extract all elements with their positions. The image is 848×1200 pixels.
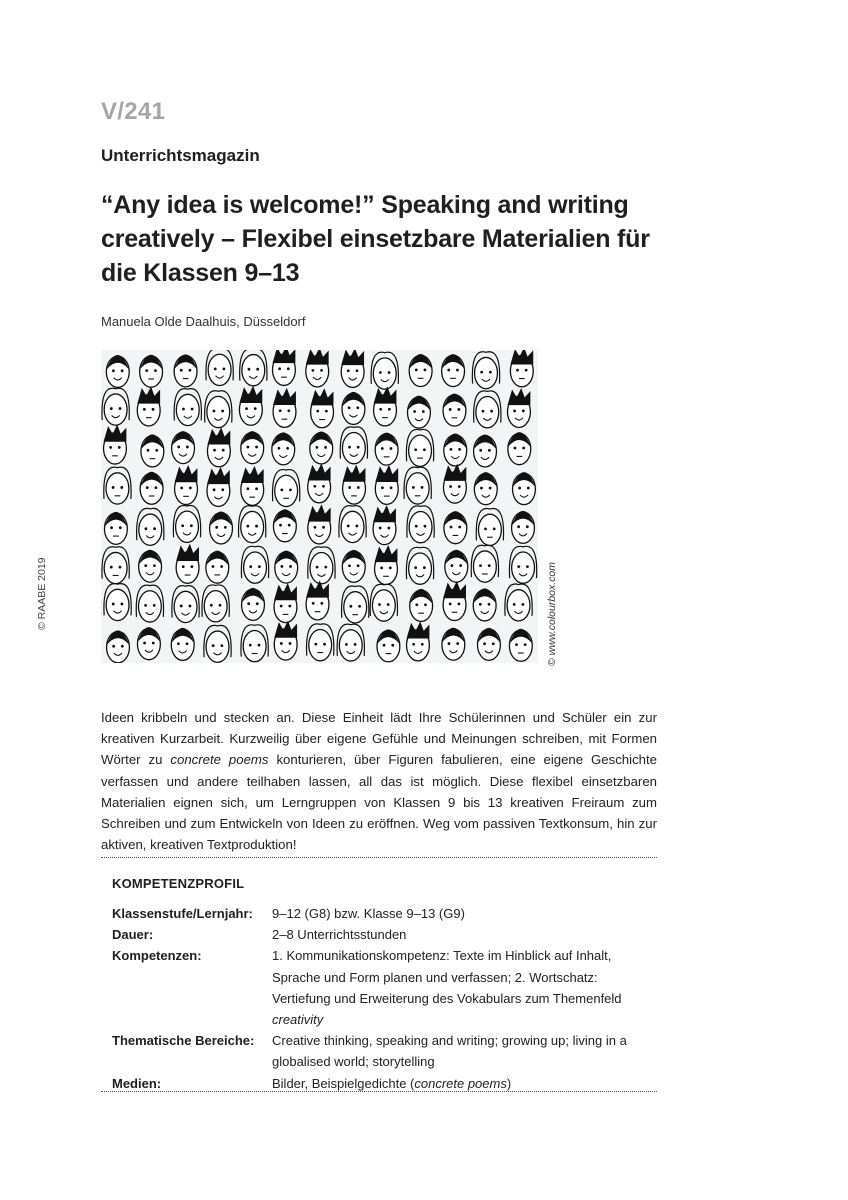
doodle-face bbox=[409, 354, 432, 387]
doodle-face bbox=[206, 350, 233, 386]
profile-value: Bilder, Beispielgedichte (concrete poems) bbox=[272, 1075, 512, 1091]
doodle-face bbox=[509, 546, 536, 583]
doodle-face bbox=[210, 511, 233, 544]
doodle-face bbox=[175, 465, 198, 505]
doodle-face bbox=[371, 352, 398, 389]
profile-label: Klassenstufe/Lernjahr: bbox=[112, 906, 253, 921]
doodle-face bbox=[207, 427, 230, 467]
doodle-face bbox=[443, 394, 466, 427]
doodle-face bbox=[508, 432, 531, 465]
doodle-face bbox=[513, 472, 536, 505]
doodle-face bbox=[377, 629, 400, 662]
doodle-face bbox=[207, 467, 230, 507]
doodle-face bbox=[509, 629, 532, 662]
doodle-face bbox=[472, 352, 499, 389]
doodle-face bbox=[310, 431, 333, 464]
doodle-face bbox=[242, 588, 265, 621]
doodle-face bbox=[274, 621, 297, 661]
doodle-face bbox=[444, 434, 467, 467]
doodle-face bbox=[172, 431, 195, 464]
doodle-face bbox=[106, 355, 129, 388]
profile-row bbox=[112, 945, 657, 1030]
doodle-face bbox=[239, 386, 262, 426]
doodle-face bbox=[308, 504, 331, 544]
doodle-face bbox=[172, 586, 199, 623]
doodle-face bbox=[308, 463, 331, 503]
doodle-face bbox=[375, 545, 398, 585]
doodle-face bbox=[406, 547, 433, 584]
doodle-face bbox=[140, 355, 163, 388]
doodle-face bbox=[474, 472, 497, 505]
doodle-face bbox=[505, 584, 532, 621]
doodle-face bbox=[308, 547, 335, 584]
doodle-face bbox=[241, 625, 268, 662]
doodle-face bbox=[171, 628, 194, 661]
profile-value: 1. Kommunikationskompetenz: Texte im Hinblick auf Inhalt, Sprache und Form planen und verfassen; 2. Wortschatz: Vertiefung und Erweiterung des Vokabulars zum Themenfeld creativity bbox=[272, 948, 622, 1028]
doodle-face bbox=[174, 354, 197, 387]
doodle-face bbox=[241, 546, 268, 583]
doodle-face bbox=[306, 350, 329, 387]
doodle-face bbox=[443, 581, 466, 621]
doodle-face bbox=[407, 506, 434, 543]
profile-label: Dauer: bbox=[112, 927, 154, 943]
profile-value: 2–8 Unterrichtsstunden bbox=[272, 927, 407, 943]
doodle-face bbox=[410, 589, 433, 622]
competency-profile-table bbox=[112, 903, 657, 1094]
doodle-face bbox=[373, 505, 396, 545]
author-line: Manuela Olde Daalhuis, Düsseldorf bbox=[101, 314, 306, 329]
doodle-face bbox=[339, 506, 366, 543]
doodle-face bbox=[273, 350, 296, 385]
doodle-face bbox=[272, 470, 299, 507]
doodle-face bbox=[275, 551, 298, 584]
profile-row bbox=[112, 924, 657, 945]
doodle-face bbox=[375, 465, 398, 505]
doodle-face bbox=[136, 585, 163, 622]
doodle-face bbox=[205, 391, 232, 428]
doodle-face bbox=[342, 586, 369, 623]
doodle-face bbox=[241, 466, 264, 506]
doodle-face bbox=[241, 431, 264, 464]
profile-label: Kompetenzen: bbox=[112, 948, 202, 964]
doodle-face bbox=[443, 464, 466, 504]
doodle-face bbox=[508, 388, 531, 428]
doodle-face bbox=[476, 509, 503, 546]
doodle-face bbox=[274, 583, 297, 623]
doodle-face bbox=[444, 511, 467, 544]
doodle-face bbox=[342, 550, 365, 583]
doodle-face bbox=[139, 550, 162, 583]
doodle-face bbox=[477, 628, 500, 661]
doodle-face bbox=[512, 511, 535, 544]
doodle-face bbox=[340, 427, 367, 464]
divider-top bbox=[101, 857, 657, 858]
profile-value: Creative thinking, speaking and writing; growing up; living in a globalised world; storytelling bbox=[272, 1033, 627, 1070]
doodle-face bbox=[137, 508, 164, 545]
doodle-face bbox=[137, 386, 160, 426]
magazine-label: Unterrichtsmagazin bbox=[101, 146, 260, 165]
doodle-face bbox=[311, 388, 334, 428]
doodle-face bbox=[104, 467, 131, 504]
profile-heading: KOMPETENZPROFIL bbox=[112, 876, 245, 891]
doodle-face bbox=[406, 429, 433, 466]
profile-value: 9–12 (G8) bzw. Klasse 9–13 (G9) bbox=[272, 906, 465, 921]
doodle-face bbox=[375, 433, 398, 466]
doodle-face bbox=[141, 434, 164, 467]
doodle-face bbox=[473, 588, 496, 621]
doodle-face bbox=[104, 512, 127, 545]
doodle-face bbox=[137, 627, 160, 660]
doodle-face bbox=[474, 391, 501, 428]
doodle-face bbox=[408, 396, 431, 429]
doodle-face bbox=[370, 584, 397, 621]
doodle-face bbox=[445, 550, 468, 583]
doodle-face bbox=[273, 509, 296, 542]
intro-paragraph: Ideen kribbeln und stecken an. Diese Einheit lädt Ihre Schülerinnen und Schüler ein zur kreativen Kurzarbeit. Kurzweilig über eigene Gefühle und Meinungen schreiben, mit Formen Wörter zu concrete poems konturieren, über Figuren fabulieren, eine eigene Geschichte verfassen und andere teilhaben lassen, all das ist möglich. Diese flexibel einsetzbaren Materialien eignen sich, um Lerngruppen von Klassen 9 bis 13 kreativen Freiraum zum Schreiben und zum Entwickeln von Ideen zu eröffnen. Weg vom passiven Textkonsum, hin zur aktiven, kreativen Textproduktion! bbox=[101, 710, 658, 853]
doodle-face bbox=[272, 432, 295, 465]
doodle-face bbox=[374, 386, 397, 426]
doodle-face bbox=[343, 465, 366, 505]
doodle-face bbox=[104, 425, 127, 465]
doodle-face bbox=[341, 350, 364, 387]
doodle-face bbox=[342, 392, 365, 425]
profile-row bbox=[112, 903, 657, 924]
doodle-face bbox=[107, 630, 130, 663]
doodle-face bbox=[239, 506, 266, 543]
profile-label: Medien: bbox=[112, 1075, 162, 1091]
side-copyright: © RAABE 2019 bbox=[36, 557, 48, 630]
doodle-face bbox=[174, 389, 201, 426]
doodle-face bbox=[173, 505, 200, 542]
doodle-face bbox=[104, 584, 131, 621]
profile-label: Thematische Bereiche: bbox=[112, 1033, 255, 1049]
doodle-face bbox=[307, 624, 334, 661]
doodle-face bbox=[176, 544, 199, 584]
doodle-face bbox=[474, 434, 497, 467]
doodle-face bbox=[140, 472, 163, 505]
doodle-face bbox=[306, 580, 329, 620]
doodle-face bbox=[273, 388, 296, 428]
doodle-face bbox=[204, 625, 231, 662]
doodle-face bbox=[442, 354, 465, 387]
doodle-face bbox=[471, 545, 498, 582]
doodle-face bbox=[407, 621, 430, 661]
faces-illustration bbox=[101, 350, 538, 663]
doodle-face bbox=[337, 624, 364, 661]
doodle-face bbox=[510, 350, 533, 387]
doodle-face bbox=[240, 350, 267, 386]
doodle-face bbox=[442, 628, 465, 661]
image-credit: © www.colourbox.com bbox=[546, 561, 558, 666]
profile-row bbox=[112, 1030, 657, 1072]
doodle-face bbox=[404, 467, 431, 504]
page-title: “Any idea is welcome!” Speaking and writing creatively – Flexibel einsetzbare Materialien für die Klassen 9–13 bbox=[101, 191, 650, 287]
divider-bottom bbox=[101, 1091, 657, 1092]
document-code: V/241 bbox=[101, 98, 166, 125]
doodle-face bbox=[206, 551, 229, 584]
doodle-face bbox=[202, 585, 229, 622]
faces-doodle-image bbox=[101, 350, 538, 663]
doodle-face bbox=[102, 388, 129, 425]
doodle-face bbox=[102, 547, 129, 584]
